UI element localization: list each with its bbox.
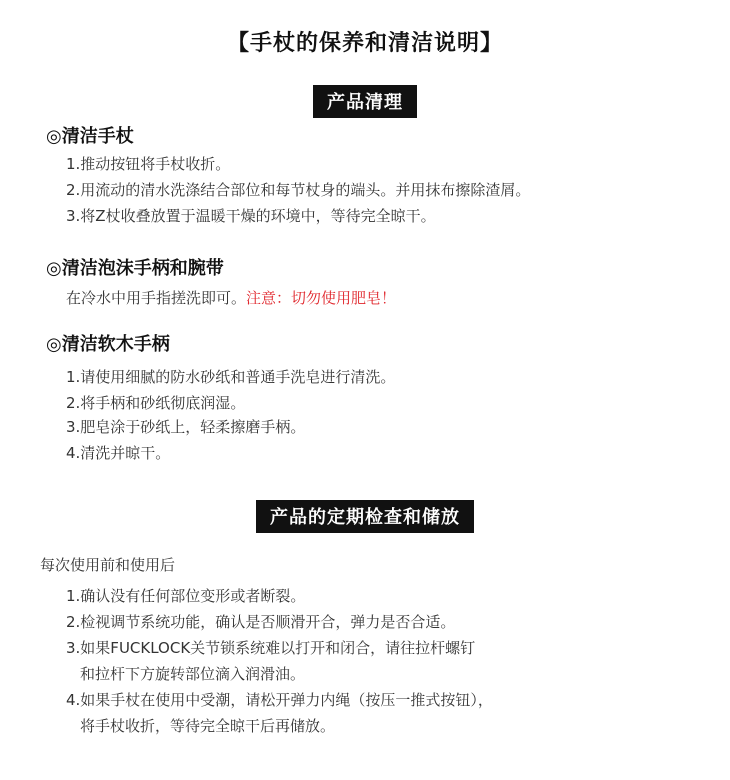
list-item: 3.肥皂涂于砂纸上，轻柔擦磨手柄。	[66, 418, 306, 436]
list-item: 4.清洗并晾干。	[66, 444, 171, 462]
list-item: 4.如果手杖在使用中受潮，请松开弹力内绳（按压一推式按钮），	[66, 691, 493, 709]
warning-text: 注意：切勿使用肥皂！	[246, 289, 397, 307]
section-banner-wrap	[0, 85, 730, 118]
list-item: 1.推动按钮将手杖收折。	[66, 155, 231, 173]
section-banner-inspection: 产品的定期检查和储放	[256, 500, 474, 533]
inspection-intro: 每次使用前和使用后	[40, 556, 176, 574]
list-item: 3.如果FUCKLOCK关节锁系统难以打开和闭合，请往拉杆螺钉	[66, 639, 476, 657]
list-item: 2.将手柄和砂纸彻底润湿。	[66, 394, 246, 412]
list-item-continued: 将手杖收折，等待完全晾干后再储放。	[80, 717, 336, 735]
list-item: 1.请使用细腻的防水砂纸和普通手洗皂进行清洗。	[66, 368, 396, 386]
heading-clean-cork: ◎清洁软木手柄	[46, 334, 170, 355]
foam-instruction	[66, 287, 396, 308]
section-banner-cleaning: 产品清理	[313, 85, 417, 118]
list-item: 1.确认没有任何部位变形或者断裂。	[66, 587, 306, 605]
heading-clean-foam: ◎清洁泡沫手柄和腕带	[46, 258, 224, 279]
list-item: 2.用流动的清水洗涤结合部位和每节杖身的端头。并用抹布擦除渣屑。	[66, 181, 531, 199]
list-item: 2.检视调节系统功能，确认是否顺滑开合，弹力是否合适。	[66, 613, 456, 631]
section-banner-wrap	[0, 500, 730, 533]
list-item-continued: 和拉杆下方旋转部位滴入润滑油。	[80, 665, 306, 683]
list-item: 3.将Z杖收叠放置于温暖干燥的环境中，等待完全晾干。	[66, 207, 436, 225]
heading-clean-cane: ◎清洁手杖	[46, 126, 134, 147]
foam-text: 在冷水中用手指搓洗即可。	[66, 289, 247, 307]
page-title: 【手杖的保养和清洁说明】	[226, 31, 503, 56]
